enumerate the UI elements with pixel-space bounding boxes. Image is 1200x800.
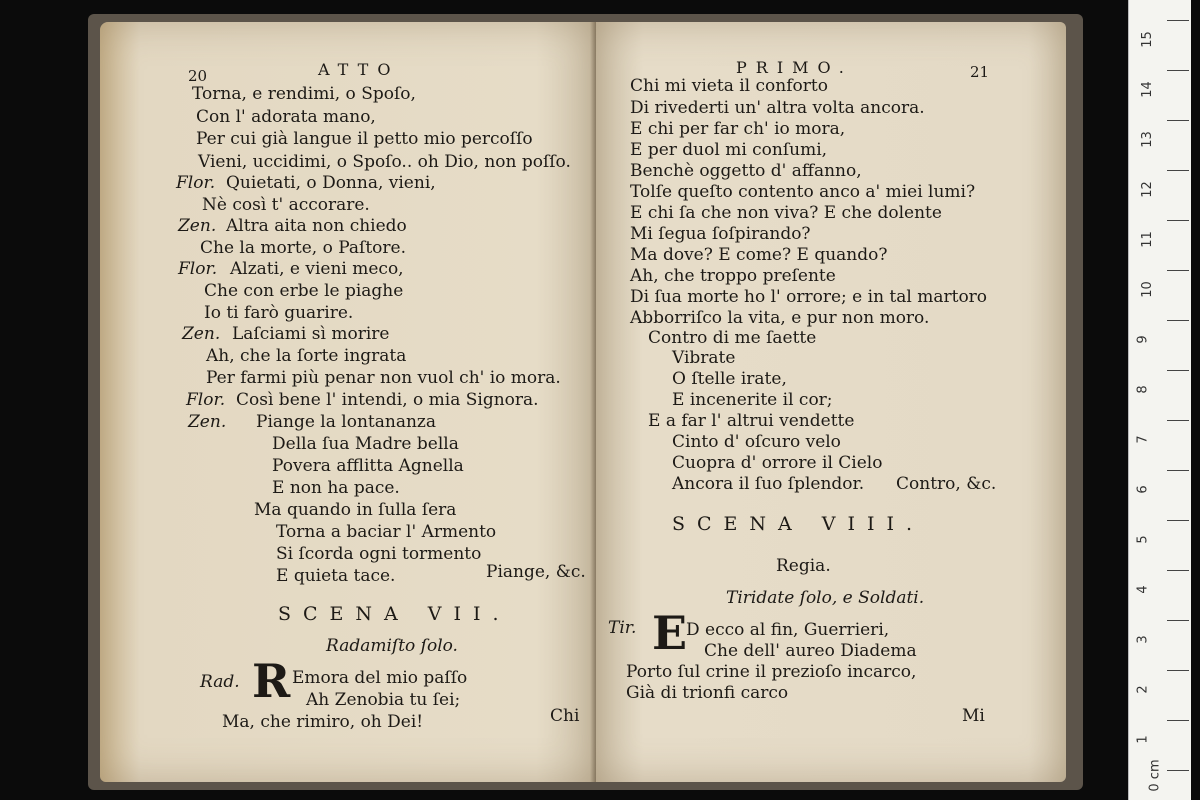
speaker-label: Tir.: [608, 618, 637, 638]
verse-line: Che la morte, o Paſtore.: [200, 238, 406, 258]
verse-line: Si ſcorda ogni tormento: [276, 544, 482, 564]
verse-line: Torna a baciar l' Armento: [276, 522, 497, 542]
page-number: 21: [970, 63, 990, 81]
speaker-label: Flor.: [178, 259, 218, 279]
ruler-tick: [1167, 420, 1189, 421]
ruler-number: 2: [1135, 685, 1151, 694]
verse-line: E a far l' altrui vendette: [648, 411, 855, 431]
verse-line: Piange la lontananza: [256, 412, 436, 432]
ruler-tick: [1167, 170, 1189, 171]
verse-line: Nè così t' accorare.: [202, 195, 370, 215]
ruler-tick: [1167, 220, 1189, 221]
verse-line: Mi ſegua ſoſpirando?: [630, 224, 811, 244]
running-head: PRIMO.: [736, 58, 853, 77]
speaker-label: Zen.: [178, 216, 217, 236]
catchword: Chi: [550, 706, 580, 726]
verse-line: Tolſe queſto contento anco a' miei lumi?: [630, 182, 976, 202]
drop-cap: R: [252, 654, 291, 708]
ruler-number: 0 cm: [1147, 759, 1163, 792]
verse-line: Altra aita non chiedo: [226, 216, 407, 236]
verse-line: Emora del mio paſſo: [292, 668, 468, 688]
verse-line: Cuopra d' orrore il Cielo: [672, 453, 883, 473]
ruler-tick: [1167, 720, 1189, 721]
verse-line: Ah Zenobia tu ſei;: [306, 690, 461, 710]
right-page: [596, 22, 1066, 782]
verse-line: Ancora il ſuo ſplendor.: [672, 474, 865, 494]
ruler-tick: [1167, 570, 1189, 571]
scene-title: SCENA VIII.: [672, 513, 925, 535]
ruler-number: 9: [1135, 335, 1151, 344]
ruler-number: 14: [1139, 81, 1155, 98]
verse-line: Con l' adorata mano,: [196, 107, 376, 127]
ruler-number: 6: [1135, 485, 1151, 494]
verse-line: E non ha pace.: [272, 478, 400, 498]
ruler-tick: [1167, 70, 1189, 71]
verse-line: Torna, e rendimi, o Spoſo,: [192, 84, 416, 104]
drop-cap: E: [652, 606, 688, 660]
verse-line: Povera afflitta Agnella: [272, 456, 464, 476]
verse-line: E chi ſa che non viva? E che dolente: [630, 203, 942, 223]
verse-line: Benchè oggetto d' affanno,: [630, 161, 862, 181]
verse-line: Laſciami sì morire: [232, 324, 390, 344]
verse-line: Per cui già langue il petto mio percoſſo: [196, 129, 533, 149]
left-page: [100, 22, 596, 782]
verse-line: Per farmi più penar non vuol ch' io mora.: [206, 368, 561, 388]
verse-line: E quieta tace.: [276, 566, 396, 586]
verse-line: Già di trionfi carco: [626, 683, 789, 703]
page-number: 20: [188, 67, 208, 85]
verse-line: Ah, che troppo preſente: [630, 266, 836, 286]
ruler-tick: [1167, 670, 1189, 671]
ruler-number: 7: [1135, 435, 1151, 444]
ruler-tick: [1167, 270, 1189, 271]
speaker-label: Flor.: [176, 173, 216, 193]
scene-subtitle: Radamiſto ſolo.: [326, 636, 458, 656]
verse-line: Quietati, o Donna, vieni,: [226, 173, 436, 193]
verse-line: Di ſua morte ho l' orrore; e in tal martoro: [630, 287, 988, 307]
verse-line: E incenerite il cor;: [672, 390, 833, 410]
scene-subtitle: Tiridate ſolo, e Soldati.: [726, 588, 925, 608]
verse-line: Abborriſco la vita, e pur non moro.: [630, 308, 930, 328]
verse-line: Così bene l' intendi, o mia Signora.: [236, 390, 539, 410]
ruler-number: 3: [1135, 635, 1151, 644]
ruler-tick: [1167, 320, 1189, 321]
verse-line: Ma dove? E come? E quando?: [630, 245, 888, 265]
refrain-cue: Contro, &c.: [896, 474, 997, 494]
scene-location: Regia.: [776, 556, 831, 576]
ruler-number: 12: [1139, 181, 1155, 198]
verse-line: Ma, che rimiro, oh Dei!: [222, 712, 424, 732]
verse-line: E per duol mi conſumi,: [630, 140, 828, 160]
ruler-tick: [1167, 120, 1189, 121]
verse-line: Della ſua Madre bella: [272, 434, 459, 454]
verse-line: Porto ſul crine il prezioſo incarco,: [626, 662, 917, 682]
verse-line: O ſtelle irate,: [672, 369, 787, 389]
verse-line: Contro di me ſaette: [648, 328, 817, 348]
refrain-cue: Piange, &c.: [486, 562, 586, 582]
ruler-number: 5: [1135, 535, 1151, 544]
scene-title: SCENA VII.: [278, 603, 511, 625]
ruler-number: 8: [1135, 385, 1151, 394]
measurement-ruler: [1128, 0, 1191, 800]
speaker-label: Zen.: [182, 324, 221, 344]
verse-line: Che dell' aureo Diadema: [704, 641, 917, 661]
verse-line: Ah, che la ſorte ingrata: [206, 346, 407, 366]
speaker-label: Flor.: [186, 390, 226, 410]
ruler-number: 10: [1139, 281, 1155, 298]
ruler-number: 15: [1139, 31, 1155, 48]
running-head: ATTO: [318, 60, 400, 79]
ruler-tick: [1167, 470, 1189, 471]
verse-line: Di rivederti un' altra volta ancora.: [630, 98, 925, 118]
verse-line: Alzati, e vieni meco,: [230, 259, 404, 279]
verse-line: E chi per far ch' io mora,: [630, 119, 846, 139]
ruler-tick: [1167, 520, 1189, 521]
verse-line: D ecco al fin, Guerrieri,: [686, 620, 890, 640]
verse-line: Io ti farò guarire.: [204, 303, 354, 323]
catchword: Mi: [962, 706, 985, 726]
speaker-label: Zen.: [188, 412, 227, 432]
verse-line: Vieni, uccidimi, o Spoſo.. oh Dio, non poſſo.: [198, 152, 571, 172]
ruler-tick: [1167, 20, 1189, 21]
ruler-number: 4: [1135, 585, 1151, 594]
verse-line: Che con erbe le piaghe: [204, 281, 404, 301]
verse-line: Cinto d' oſcuro velo: [672, 432, 841, 452]
verse-line: Chi mi vieta il conforto: [630, 76, 828, 96]
ruler-tick: [1167, 370, 1189, 371]
ruler-number: 1: [1135, 735, 1151, 744]
verse-line: Vibrate: [672, 348, 736, 368]
speaker-label: Rad.: [200, 672, 240, 692]
verse-line: Ma quando in ſulla ſera: [254, 500, 457, 520]
ruler-tick: [1167, 770, 1189, 771]
ruler-tick: [1167, 620, 1189, 621]
ruler-number: 11: [1139, 231, 1155, 248]
ruler-number: 13: [1139, 131, 1155, 148]
